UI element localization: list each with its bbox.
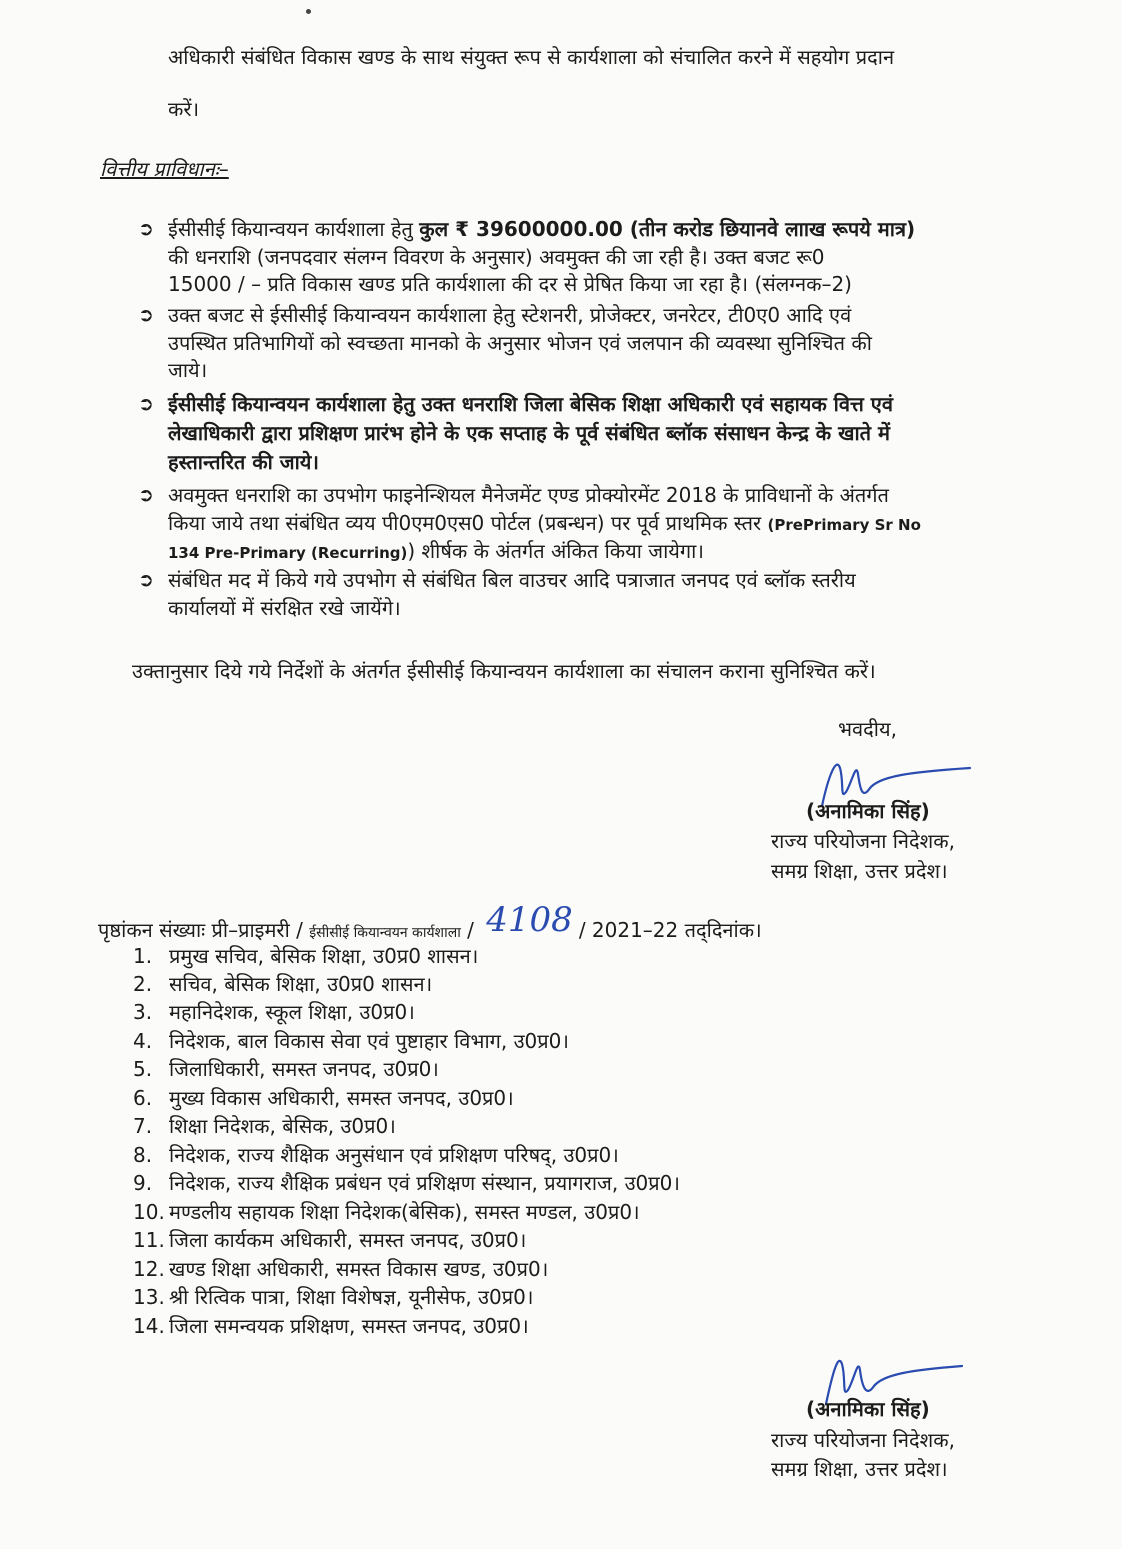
financial-heading: वित्तीय प्राविधानः– bbox=[100, 157, 229, 181]
budget-head-code: (PrePrimary Sr No bbox=[767, 516, 921, 534]
list-item: 3. महानिदेशक, स्कूल शिक्षा, उ0प्र0। bbox=[133, 1000, 415, 1024]
list-item: 5. जिलाधिकारी, समस्त जनपद, उ0प्र0। bbox=[133, 1057, 439, 1081]
bullet-line: अवमुक्त धनराशि का उपभोग फाइनेन्शियल मैनेजमेंट एण्ड प्रोक्योरमेंट 2018 के प्राविधानों के अंतर्गत bbox=[168, 483, 889, 507]
arrow-bullet-icon: ➲ bbox=[138, 304, 154, 326]
bullet-line: उपस्थित प्रतिभागियों को स्वच्छता मानको के अनुसार भोजन एवं जलपान की व्यवस्था सुनिश्चित की bbox=[168, 331, 872, 355]
list-item: 1. प्रमुख सचिव, बेसिक शिक्षा, उ0प्र0 शासन। bbox=[133, 944, 479, 968]
list-item: 13. श्री रित्विक पात्रा, शिक्षा विशेषज्ञ, यूनीसेफ, उ0प्र0। bbox=[133, 1285, 534, 1309]
handwritten-number: 4108 bbox=[486, 900, 573, 940]
amount-text: कुल ₹ 39600000.00 (तीन करोड छियानवे लााख रूपये मात्र) bbox=[419, 217, 916, 241]
valediction: भवदीय, bbox=[838, 717, 897, 741]
bullet-line: ईसीसीई कियान्वयन कार्यशाला हेतु कुल ₹ 39600000.00 (तीन करोड छियानवे लााख रूपये मात्र) bbox=[168, 217, 916, 241]
list-item: 8. निदेशक, राज्य शैक्षिक अनुसंधान एवं प्रशिक्षण परिषद्, उ0प्र0। bbox=[133, 1143, 619, 1167]
list-item: 7. शिक्षा निदेशक, बेसिक, उ0प्र0। bbox=[133, 1114, 396, 1138]
closing-line: उक्तानुसार दिये गये निर्देशों के अंतर्गत ईसीसीई कियान्वयन कार्यशाला का संचालन कराना सुनिश्चित करें। bbox=[132, 659, 876, 683]
signatory-organisation: समग्र शिक्षा, उत्तर प्रदेश। bbox=[771, 859, 948, 883]
paper-speck bbox=[306, 9, 311, 14]
list-item: 4. निदेशक, बाल विकास सेवा एवं पुष्टाहार विभाग, उ0प्र0। bbox=[133, 1029, 569, 1053]
bullet-line: कार्यालयों में संरक्षित रखे जायेंगे। bbox=[168, 596, 401, 620]
signatory-organisation: समग्र शिक्षा, उत्तर प्रदेश। bbox=[771, 1457, 948, 1481]
bullet-line: किया जाये तथा संबंधित व्यय पी0एम0एस0 पोर्टल (प्रबन्धन) पर पूर्व प्राथमिक स्तर (PrePrimary Sr No bbox=[168, 511, 921, 535]
list-item: 11. जिला कार्यकम अधिकारी, समस्त जनपद, उ0प्र0। bbox=[133, 1228, 527, 1252]
list-item: 2. सचिव, बेसिक शिक्षा, उ0प्र0 शासन। bbox=[133, 972, 433, 996]
list-item: 10. मण्डलीय सहायक शिक्षा निदेशक(बेसिक), समस्त मण्डल, उ0प्र0। bbox=[133, 1200, 640, 1224]
list-item: 12. खण्ड शिक्षा अधिकारी, समस्त विकास खण्ड, उ0प्र0। bbox=[133, 1257, 549, 1281]
bullet-line: लेखाधिकारी द्वारा प्रशिक्षण प्रारंभ होने के एक सप्ताह के पूर्व संबंधित ब्लॉक संसाधन केन्द्र के खाते में bbox=[168, 421, 890, 445]
list-item: 6. मुख्य विकास अधिकारी, समस्त जनपद, उ0प्र0। bbox=[133, 1086, 514, 1110]
arrow-bullet-icon: ➲ bbox=[138, 393, 154, 415]
bullet-line: संबंधित मद में किये गये उपभोग से संबंधित बिल वाउचर आदि पत्राजात जनपद एवं ब्लॉक स्तरीय bbox=[168, 568, 856, 592]
signatory-name: (अनामिका सिंह) bbox=[806, 1397, 930, 1421]
endorsement-subject: ईसीसीई कियान्वयन कार्यशाला bbox=[309, 925, 461, 941]
bullet-line: ईसीसीई कियान्वयन कार्यशाला हेतु उक्त धनराशि जिला बेसिक शिक्षा अधिकारी एवं सहायक वित्त एवं bbox=[168, 392, 893, 416]
list-item: 9. निदेशक, राज्य शैक्षिक प्रबंधन एवं प्रशिक्षण संस्थान, प्रयागराज, उ0प्र0। bbox=[133, 1171, 680, 1195]
endorsement-line: पृष्ठांकन संख्याः प्री–प्राइमरी / ईसीसीई कियान्वयन कार्यशाला / 4108 / 2021–22 तद्‌दिनांक। bbox=[98, 900, 762, 942]
bullet-line: 15000 / – प्रति विकास खण्ड प्रति कार्यशाला की दर से प्रेषित किया जा रहा है। (संलग्नक–2) bbox=[168, 272, 852, 296]
arrow-bullet-icon: ➲ bbox=[138, 218, 154, 240]
list-item: 14. जिला समन्वयक प्रशिक्षण, समस्त जनपद, उ0प्र0। bbox=[133, 1314, 529, 1338]
signatory-designation: राज्य परियोजना निदेशक, bbox=[771, 829, 955, 853]
bullet-line: 134 Pre-Primary (Recurring)) शीर्षक के अंतर्गत अंकित किया जायेगा। bbox=[168, 539, 704, 563]
paragraph-line: अधिकारी संबंधित विकास खण्ड के साथ संयुक्त रूप से कार्यशाला को संचालित करने में सहयोग प्रदान bbox=[168, 45, 895, 69]
budget-head-code: 134 Pre-Primary (Recurring) bbox=[168, 544, 408, 562]
signatory-designation: राज्य परियोजना निदेशक, bbox=[771, 1428, 955, 1452]
bullet-line: जाये। bbox=[168, 358, 208, 382]
bullet-line: हस्तान्तरित की जाये। bbox=[168, 450, 319, 474]
arrow-bullet-icon: ➲ bbox=[138, 569, 154, 591]
paragraph-line: करें। bbox=[168, 97, 200, 121]
signatory-name: (अनामिका सिंह) bbox=[806, 799, 930, 823]
bullet-line: उक्त बजट से ईसीसीई कियान्वयन कार्यशाला हेतु स्टेशनरी, प्रोजेक्टर, जनरेटर, टी0ए0 आदि एवं bbox=[168, 303, 852, 327]
bullet-line: की धनराशि (जनपदवार संलग्न विवरण के अनुसार) अवमुक्त की जा रही है। उक्त बजट रू0 bbox=[168, 245, 825, 269]
arrow-bullet-icon: ➲ bbox=[138, 484, 154, 506]
